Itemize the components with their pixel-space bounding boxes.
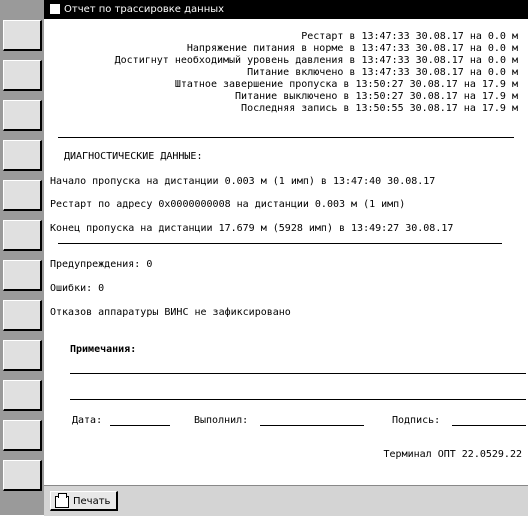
taskbar-button[interactable] (3, 260, 42, 291)
notes-label: Примечания: (70, 344, 137, 355)
event-line: Напряжение питания в норме в 13:47:33 30.08.17 на 0.0 м (186, 43, 518, 54)
terminal-id: Терминал ОПТ 22.0529.22 (383, 449, 522, 460)
event-line: Рестарт в 13:47:33 30.08.17 на 0.0 м (301, 31, 518, 42)
taskbar-button[interactable] (3, 380, 42, 411)
print-button[interactable] (50, 491, 118, 511)
report-window (44, 0, 528, 515)
taskbar-button[interactable] (3, 220, 42, 251)
window-title: Отчет по трассировке данных (64, 4, 225, 15)
notes-line (70, 373, 526, 374)
taskbar-button[interactable] (3, 60, 42, 91)
hardware-failures: Отказов аппаратуры ВИНС не зафиксировано (50, 307, 291, 318)
taskbar-button[interactable] (3, 340, 42, 371)
event-line: Последняя запись в 13:50:55 30.08.17 на 17.9 м (241, 103, 518, 114)
taskbar-button[interactable] (3, 100, 42, 131)
title-bar[interactable] (44, 0, 528, 19)
taskbar-button[interactable] (3, 300, 42, 331)
diagnostic-line: Рестарт по адресу 0x0000000008 на дистанции 0.003 м (1 имп) (50, 199, 406, 210)
date-label: Дата: (72, 415, 103, 426)
signature-line (452, 425, 526, 426)
taskbar-button[interactable] (3, 460, 42, 491)
taskbar-button[interactable] (3, 420, 42, 451)
taskbar-button[interactable] (3, 180, 42, 211)
divider (58, 243, 502, 244)
notes-line (70, 399, 526, 400)
event-line: Достигнут необходимый уровень давления в 13:47:33 30.08.17 на 0.0 м (114, 55, 518, 66)
date-line (110, 425, 170, 426)
window-app-icon (50, 4, 60, 14)
performed-label: Выполнил: (194, 415, 249, 426)
errors-count: Ошибки: 0 (50, 283, 105, 294)
report-content (44, 19, 528, 485)
event-line: Штатное завершение пропуска в 13:50:27 30.08.17 на 17.9 м (174, 79, 518, 90)
diagnostics-heading: ДИАГНОСТИЧЕСКИЕ ДАННЫЕ: (64, 151, 203, 162)
warnings-count: Предупреждения: 0 (50, 259, 153, 270)
performed-line (260, 425, 364, 426)
event-line: Питание включено в 13:47:33 30.08.17 на 0.0 м (247, 67, 518, 78)
diagnostic-line: Начало пропуска на дистанции 0.003 м (1 имп) в 13:47:40 30.08.17 (50, 176, 436, 187)
diagnostic-line: Конец пропуска на дистанции 17.679 м (5928 имп) в 13:49:27 30.08.17 (50, 223, 454, 234)
desktop-taskbar-strip (0, 0, 44, 515)
taskbar-button[interactable] (3, 20, 42, 51)
signature-label: Подпись: (392, 415, 441, 426)
button-bar (44, 485, 528, 516)
printer-icon (55, 496, 69, 508)
print-button-label: Печать (73, 496, 111, 507)
divider (58, 137, 514, 138)
taskbar-button[interactable] (3, 140, 42, 171)
event-line: Питание выключено в 13:50:27 30.08.17 на 17.9 м (235, 91, 518, 102)
